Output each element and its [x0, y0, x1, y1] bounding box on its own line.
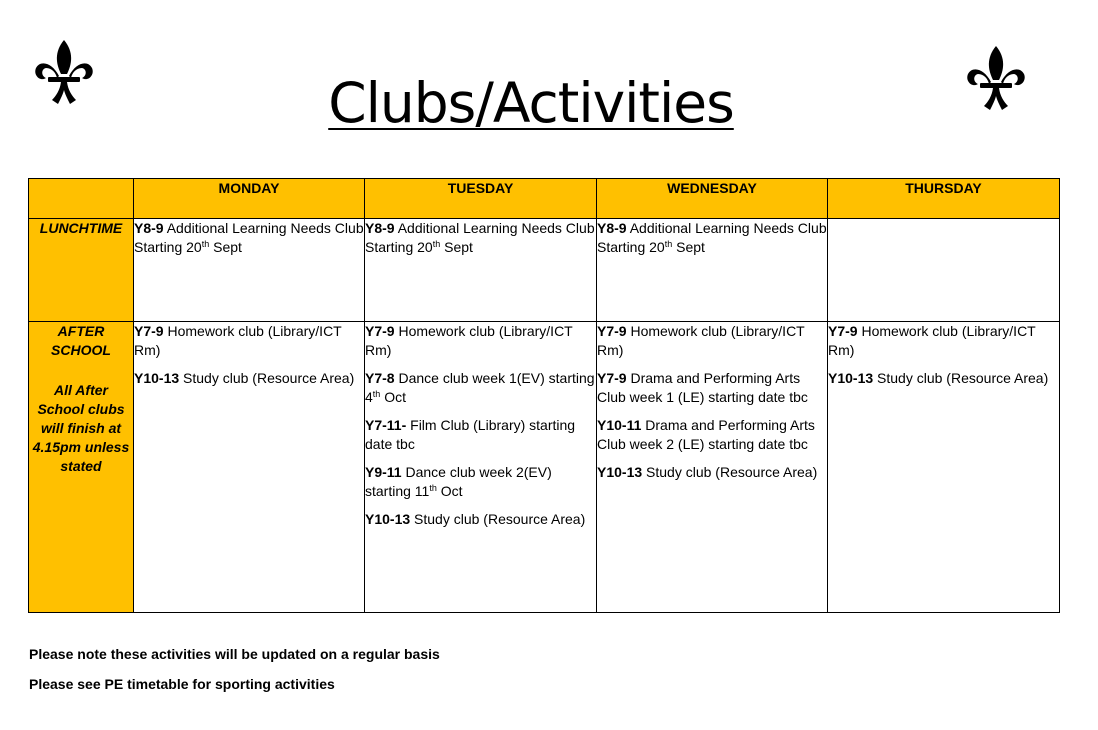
activity-entry	[134, 369, 364, 388]
activity-cell	[134, 219, 365, 322]
activity-entry	[365, 219, 596, 257]
row-label-text: AFTER SCHOOL	[51, 323, 111, 358]
activity-cell	[134, 322, 365, 613]
activity-text: Study club (Resource Area)	[642, 464, 818, 480]
ordinal-suffix: th	[201, 239, 210, 249]
activity-entry	[365, 510, 596, 529]
year-group: Y8-9	[597, 220, 627, 236]
activity-cell	[365, 219, 597, 322]
year-group: Y7-8	[365, 370, 395, 386]
year-group: Y7-9	[365, 323, 395, 339]
year-group: Y10-13	[365, 511, 411, 527]
day-header: MONDAY	[134, 179, 365, 219]
activity-text: Study club (Resource Area)	[179, 370, 355, 386]
year-group: Y10-11	[597, 417, 642, 433]
activity-text: Homework club (Library/ICT Rm)	[365, 323, 573, 358]
page-title-text: Clubs/Activities	[328, 71, 734, 135]
activity-entry	[365, 322, 596, 360]
activity-text: Sept	[440, 239, 473, 255]
row-label-after-school	[29, 322, 134, 613]
activity-entry	[828, 322, 1059, 360]
activity-text: Homework club (Library/ICT Rm)	[134, 323, 342, 358]
activity-text: Dance club week 2(EV) starting 11	[365, 464, 552, 499]
ordinal-suffix: th	[664, 239, 673, 249]
year-group: Y7-9	[828, 323, 858, 339]
activity-text: Drama and Performing Arts Club week 1 (LE) starting date tbc	[597, 370, 808, 405]
activity-text: Additional Learning Needs Club Starting 20	[597, 220, 827, 255]
ordinal-suffix: th	[372, 389, 381, 399]
year-group: Y7-9	[597, 370, 627, 386]
row-label-text: LUNCHTIME	[39, 220, 123, 236]
activity-text: Study club (Resource Area)	[873, 370, 1049, 386]
activity-text: Study club (Resource Area)	[410, 511, 586, 527]
day-header: WEDNESDAY	[597, 179, 828, 219]
year-group: Y7-9	[134, 323, 164, 339]
row-label-note: All After School clubs will finish at 4.15pm unless stated	[32, 382, 130, 474]
activity-entry	[597, 219, 827, 257]
year-group: Y10-13	[828, 370, 874, 386]
activity-entry	[365, 369, 596, 407]
corner-cell	[29, 179, 134, 219]
activity-cell	[597, 219, 828, 322]
activity-text: Dance club week 1(EV) starting 4	[365, 370, 595, 405]
day-header: TUESDAY	[365, 179, 597, 219]
activity-entry	[597, 463, 827, 482]
header-row	[29, 179, 1060, 219]
activity-text: Film Club (Library) starting date tbc	[365, 417, 576, 452]
activity-cell	[597, 322, 828, 613]
activity-entry	[134, 322, 364, 360]
row-label-lunchtime	[29, 219, 134, 322]
activity-text: Sept	[672, 239, 705, 255]
ordinal-suffix: th	[429, 483, 437, 493]
footer-note: Please see PE timetable for sporting activities	[29, 676, 335, 692]
year-group: Y10-13	[134, 370, 180, 386]
activity-text: Sept	[209, 239, 242, 255]
activity-text: Oct	[380, 389, 406, 405]
activity-text: Homework club (Library/ICT Rm)	[828, 323, 1036, 358]
activity-entry	[134, 219, 364, 257]
year-group: Y7-9	[597, 323, 627, 339]
activity-entry	[365, 463, 596, 501]
ordinal-suffix: th	[432, 239, 441, 249]
year-group: Y8-9	[134, 220, 164, 236]
activity-entry	[597, 416, 827, 454]
activity-entry	[597, 322, 827, 360]
activity-cell	[828, 219, 1060, 322]
activity-entry	[365, 416, 596, 454]
activity-entry	[597, 369, 827, 407]
year-group: Y9-11	[365, 464, 402, 480]
lunchtime-row	[29, 219, 1060, 322]
year-group: Y10-13	[597, 464, 643, 480]
activity-cell	[365, 322, 597, 613]
activity-text: Homework club (Library/ICT Rm)	[597, 323, 805, 358]
page-title	[0, 68, 1062, 138]
activity-text: Drama and Performing Arts Club week 2 (LE) starting date tbc	[597, 417, 815, 452]
activity-entry	[828, 369, 1059, 388]
activity-text: Oct	[436, 483, 463, 499]
year-group: Y7-11-	[365, 417, 407, 433]
after-school-row	[29, 322, 1060, 613]
activity-text: Additional Learning Needs Club Starting 20	[134, 220, 364, 255]
activity-text: Additional Learning Needs Club Starting 20	[365, 220, 595, 255]
footer-note: Please note these activities will be updated on a regular basis	[29, 646, 440, 662]
clubs-timetable	[28, 178, 1060, 613]
day-header: THURSDAY	[828, 179, 1060, 219]
activity-cell	[828, 322, 1060, 613]
year-group: Y8-9	[365, 220, 395, 236]
